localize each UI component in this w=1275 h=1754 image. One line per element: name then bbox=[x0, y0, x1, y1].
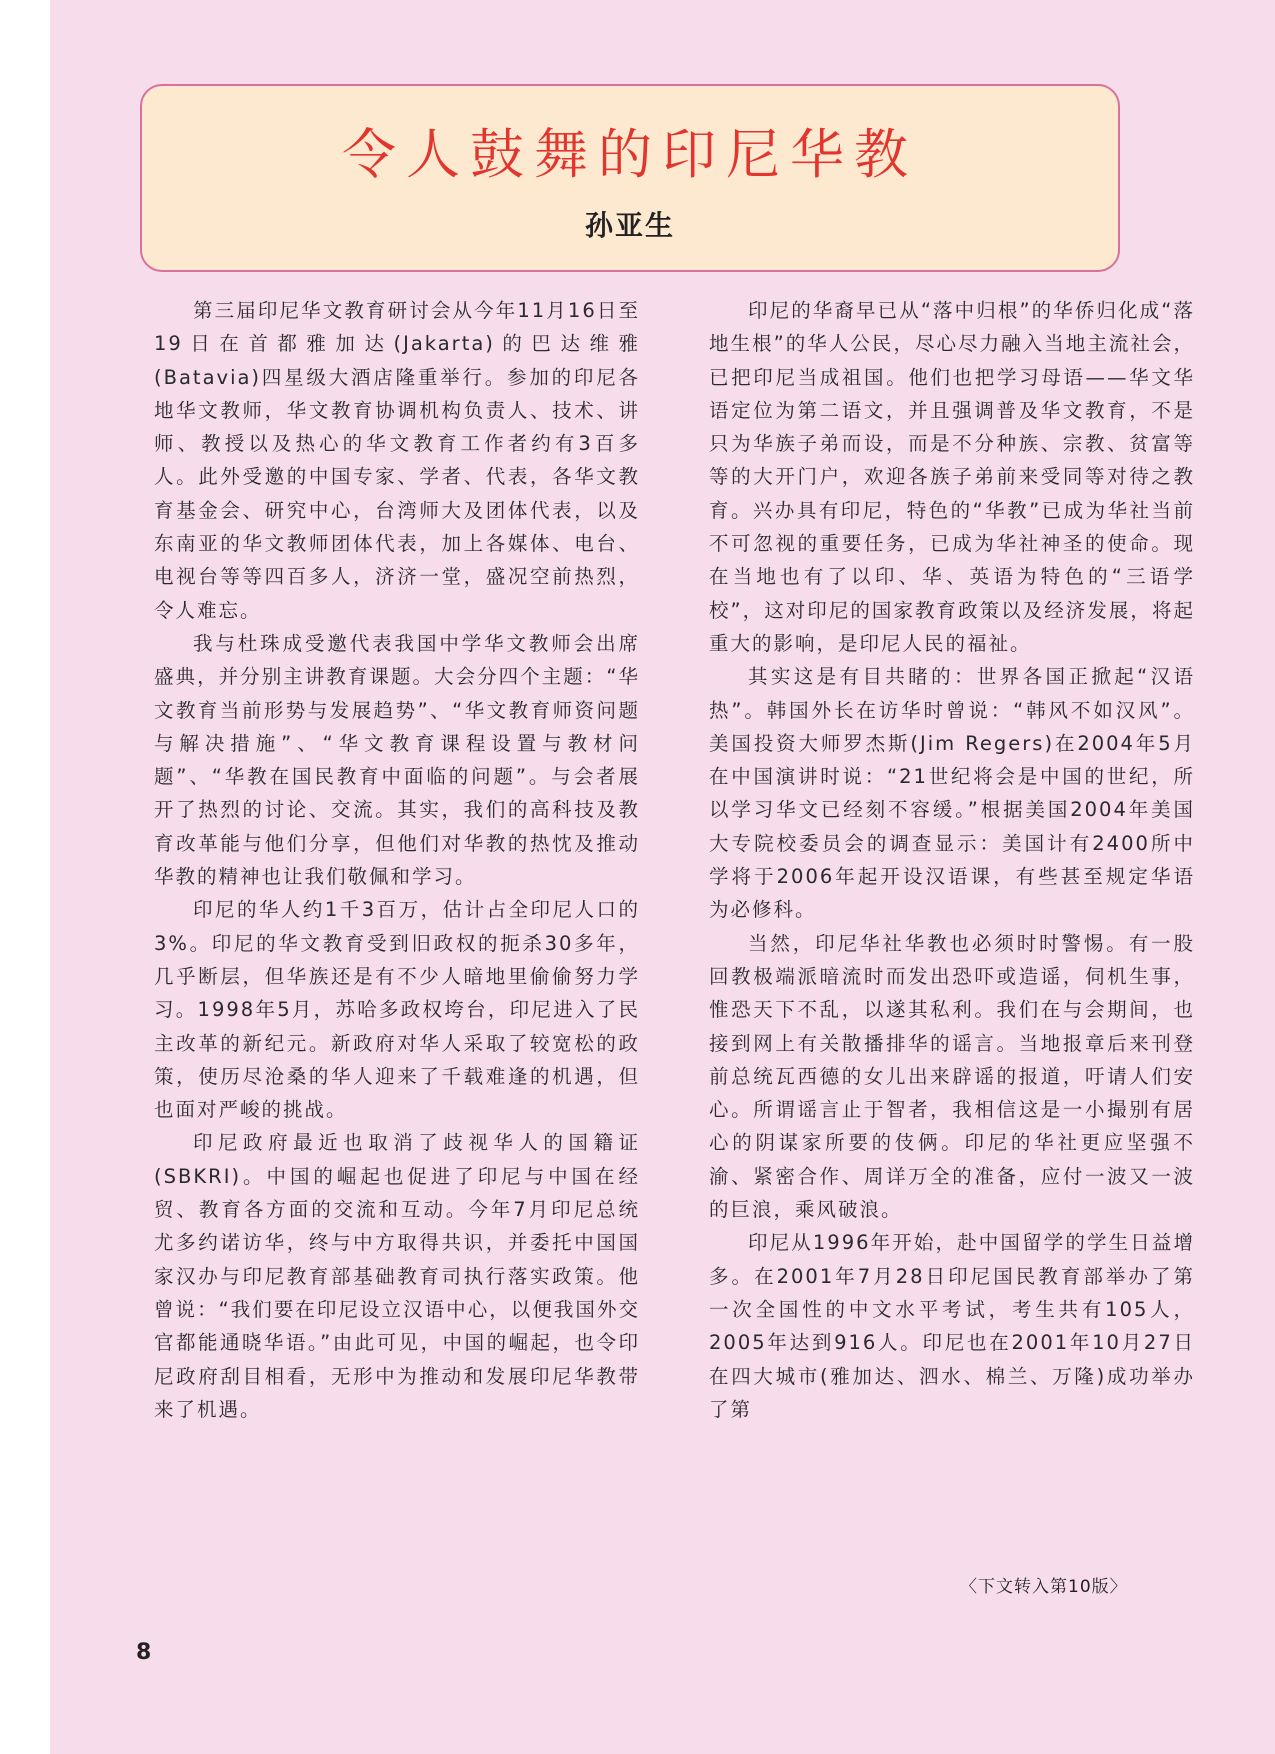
page-number: 8 bbox=[136, 1640, 152, 1665]
paragraph: 第三届印尼华文教育研讨会从今年11月16日至19日在首都雅加达(Jakarta)的巴达维雅(Batavia)四星级大酒店隆重举行。参加的印尼各地华文教师，华文教育协调机构负责人、技术、讲师、教授以及热心的华文教育工作者约有3百多人。此外受邀的中国专家、学者、代表，各华文教育基金会、研究中心，台湾师大及团体代表，以及东南亚的华文教师团体代表，加上各媒体、电台、电视台等等四百多人，济济一堂，盛况空前热烈，令人难忘。 bbox=[154, 299, 640, 622]
title-banner bbox=[140, 84, 1120, 272]
paragraph: 当然，印尼华社华教也必须时时警惕。有一股回教极端派暗流时而发出恐吓或造谣，伺机生事，惟恐天下不乱，以遂其私利。我们在与会期间，也接到网上有关散播排华的谣言。当地报章后来刊登前总统瓦西德的女儿出来辟谣的报道，吁请人们安心。所谓谣言止于智者，我相信这是一小撮别有居心的阴谋家所要的伎俩。印尼的华社更应坚强不渝、紧密合作、周详万全的准备，应付一波又一波的巨浪，乘风破浪。 bbox=[709, 931, 1195, 1222]
right-column bbox=[709, 294, 1195, 1426]
article-title: 令人鼓舞的印尼华教 bbox=[342, 123, 918, 186]
left-column bbox=[154, 294, 640, 1426]
paragraph: 印尼的华人约1千3百万，估计占全印尼人口的3%。印尼的华文教育受到旧政权的扼杀30多年，几乎断层，但华族还是有不少人暗地里偷偷努力学习。1998年5月，苏哈多政权垮台，印尼进入了民主改革的新纪元。新政府对华人采取了较宽松的政策，使历尽沧桑的华人迎来了千载难逢的机遇，但也面对严峻的挑战。 bbox=[154, 898, 640, 1122]
paragraph: 其实这是有目共睹的：世界各国正掀起“汉语热”。韩国外长在访华时曾说：“韩风不如汉风”。美国投资大师罗杰斯(Jim Regers)在2004年5月在中国演讲时说：“21世纪将会是中国的世纪，所以学习华文已经刻不容缓。”根据美国2004年美国大专院校委员会的调查显示：美国计有2400所中学将于2006年起开设汉语课，有些甚至规定华语为必修科。 bbox=[709, 665, 1195, 922]
paragraph: 印尼从1996年开始，赴中国留学的学生日益增多。在2001年7月28日印尼国民教育部举办了第一次全国性的中文水平考试，考生共有105人，2005年达到916人。印尼也在2001年10月27日在四大城市(雅加达、泗水、棉兰、万隆)成功举办了第 bbox=[709, 1231, 1195, 1421]
paragraph: 我与杜珠成受邀代表我国中学华文教师会出席盛典，并分别主讲教育课题。大会分四个主题：“华文教育当前形势与发展趋势”、“华文教育师资问题与解决措施”、“华文教育课程设置与教材问题”、“华教在国民教育中面临的问题”。与会者展开了热烈的讨论、交流。其实，我们的高科技及教育改革能与他们分享，但他们对华教的热忱及推动华教的精神也让我们敬佩和学习。 bbox=[154, 631, 640, 889]
article-author: 孙亚生 bbox=[584, 209, 675, 242]
paragraph: 印尼政府最近也取消了歧视华人的国籍证(SBKRI)。中国的崛起也促进了印尼与中国在经贸、教育各方面的交流和互动。今年7月印尼总统尤多约诺访华，终与中方取得共识，并委托中国国家汉办与印尼教育部基础教育司执行落实政策。他曾说：“我们要在印尼设立汉语中心，以便我国外交官都能通晓华语。”由此可见，中国的崛起，也令印尼政府刮目相看，无形中为推动和发展印尼华教带来了机遇。 bbox=[154, 1131, 640, 1421]
paragraph: 印尼的华裔早已从“落中归根”的华侨归化成“落地生根”的华人公民，尽心尽力融入当地主流社会，已把印尼当成祖国。他们也把学习母语——华文华语定位为第二语文，并且强调普及华文教育，不是只为华族子弟而设，而是不分种族、宗教、贫富等等的大开门户，欢迎各族子弟前来受同等对待之教育。兴办具有印尼，特色的“华教”已成为华社当前不可忽视的重要任务，已成为华社神圣的使命。现在当地也有了以印、华、英语为特色的“三语学校”，这对印尼的国家教育政策以及经济发展，将起重大的影响，是印尼人民的福祉。 bbox=[709, 299, 1195, 655]
continuation-note: 〈下文转入第10版〉 bbox=[960, 1577, 1128, 1597]
